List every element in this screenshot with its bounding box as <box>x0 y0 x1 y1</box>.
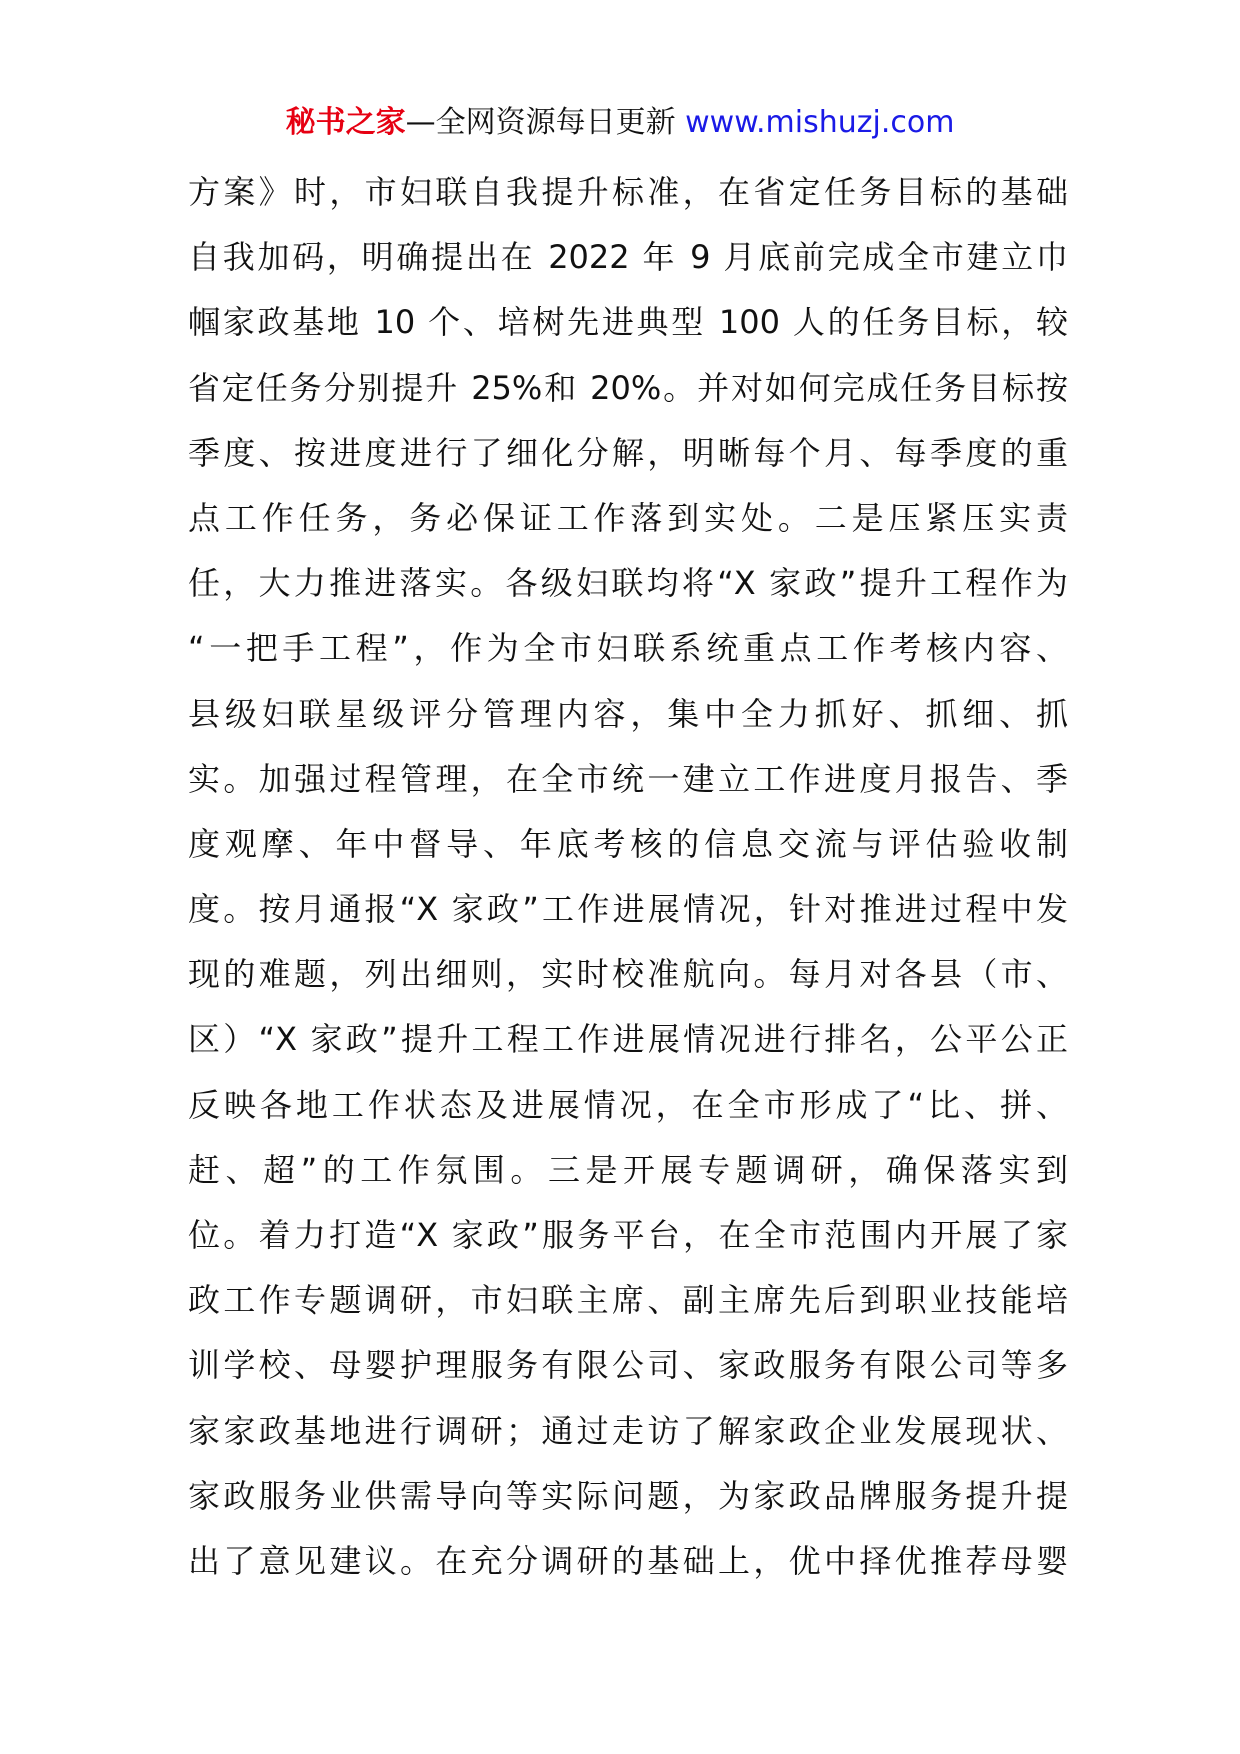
body-line: 省定任务分别提升 25%和 20%。并对如何完成任务目标按 <box>188 368 1068 407</box>
body-line: 自我加码，明确提出在 2022 年 9 月底前完成全市建立巾 <box>188 238 1068 277</box>
body-line: 任，大力推进落实。各级妇联均将“X 家政”提升工程作为 <box>188 564 1068 603</box>
body-line: 季度、按进度进行了细化分解，明晰每个月、每季度的重 <box>188 433 1068 472</box>
body-line: 方案》时，市妇联自我提升标准，在省定任务目标的基础 <box>188 173 1068 211</box>
site-url-link[interactable]: www.mishuzj.com <box>685 105 955 140</box>
body-line: 政工作专题调研，市妇联主席、副主席先后到职业技能培 <box>188 1281 1068 1320</box>
body-line: 区）“X 家政”提升工程工作进展情况进行排名，公平公正 <box>188 1020 1068 1059</box>
body-line: 实。加强过程管理，在全市统一建立工作进度月报告、季 <box>188 759 1068 798</box>
body-line: “一把手工程”，作为全市妇联系统重点工作考核内容、 <box>188 629 1068 668</box>
body-line: 现的难题，列出细则，实时校准航向。每月对各县（市、 <box>188 955 1068 994</box>
body-line: 县级妇联星级评分管理内容，集中全力抓好、抓细、抓 <box>188 694 1068 733</box>
body-line: 帼家政基地 10 个、培树先进典型 100 人的任务目标，较 <box>188 303 1068 342</box>
site-header <box>0 103 1240 143</box>
body-line: 出了意见建议。在充分调研的基础上，优中择优推荐母婴 <box>188 1541 1068 1580</box>
body-line: 反映各地工作状态及进展情况，在全市形成了“比、拼、 <box>188 1085 1068 1124</box>
body-line: 赶、超”的工作氛围。三是开展专题调研，确保落实到 <box>188 1150 1068 1189</box>
body-line: 度。按月通报“X 家政”工作进展情况，针对推进过程中发 <box>188 890 1068 929</box>
body-line: 训学校、母婴护理服务有限公司、家政服务有限公司等多 <box>188 1346 1068 1385</box>
body-line: 位。着力打造“X 家政”服务平台，在全市范围内开展了家 <box>188 1216 1068 1254</box>
body-line: 度观摩、年中督导、年底考核的信息交流与评估验收制 <box>188 824 1068 863</box>
body-line: 点工作任务，务必保证工作落到实处。二是压紧压实责 <box>188 498 1068 537</box>
brand-name: 秘书之家 <box>285 105 406 140</box>
body-line: 家政服务业供需导向等实际问题，为家政品牌服务提升提 <box>188 1476 1068 1515</box>
header-tagline: —全网资源每日更新 <box>405 105 686 140</box>
document-body <box>188 160 1068 1594</box>
body-line: 家家政基地进行调研；通过走访了解家政企业发展现状、 <box>188 1411 1068 1450</box>
